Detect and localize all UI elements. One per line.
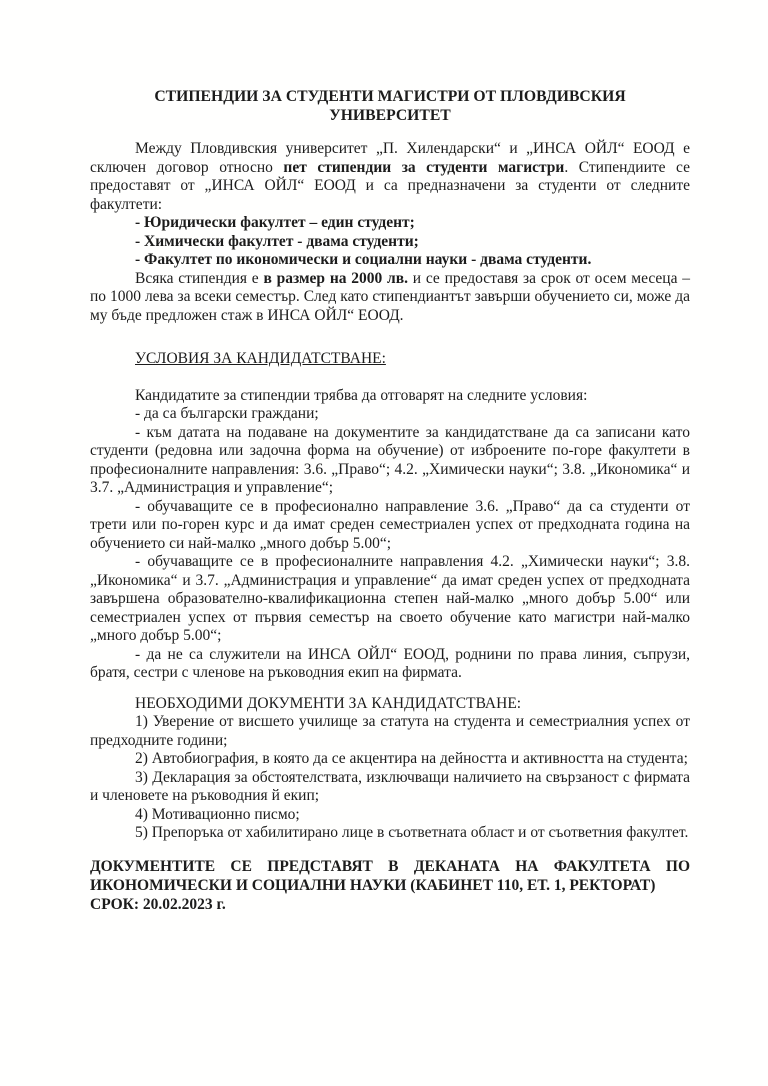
documents-heading: НЕОБХОДИМИ ДОКУМЕНТИ ЗА КАНДИДАТСТВАНЕ:	[135, 694, 522, 712]
document-item: 3) Декларация за обстоятелствата, изключващи наличието на свързаност с фирмата и членовете на ръководния й екип;	[90, 768, 690, 804]
footer-submission-line2: ИКОНОМИЧЕСКИ И СОЦИАЛНИ НАУКИ (КАБИНЕТ 110, ЕТ. 1, РЕКТОРАТ)	[90, 876, 656, 894]
intro-paragraph	[90, 140, 690, 214]
document-title-line1: СТИПЕНДИИ ЗА СТУДЕНТИ МАГИСТРИ ОТ ПЛОВДИВСКИЯ	[154, 88, 626, 105]
amount-paragraph-bold: в размер на 2000 лв.	[263, 269, 408, 287]
document-item: 5) Препоръка от хабилитирано лице в съответната област и от съответния факултет.	[135, 824, 689, 841]
document-title	[90, 88, 690, 125]
faculty-bullet-law: - Юридически факултет – един студент;	[135, 214, 415, 231]
footer-submission-line1: ДОКУМЕНТИТЕ СЕ ПРЕДСТАВЯТ В ДЕКАНАТА НА ФАКУЛТЕТА ПО	[90, 857, 690, 875]
footer-deadline: СРОК: 20.02.2023 г.	[90, 895, 226, 913]
condition-item: - обучаващите се в професионалните направления 4.2. „Химически науки“; 3.8. „Икономика“ и 3.7. „Администрация и управление“ да имат среден успех от предходната завършена образователно-квалификационна степен най-малко „много добър 5.00“ или семестриален успех от първия семестър на своето обучение като магистри най-малко „много добър 5.00“;	[90, 553, 690, 644]
condition-item: - да не са служители на ИНСА ОЙЛ“ ЕООД, роднини по права линия, съпрузи, братя, сестри с членове на ръководния екип на фирмата.	[90, 645, 690, 681]
document-content	[90, 88, 690, 914]
amount-paragraph-text-1: Всяка стипендия е	[135, 269, 264, 287]
conditions-intro: Кандидатите за стипендии трябва да отговарят на следните условия:	[135, 386, 588, 404]
intro-paragraph-text-2: . Стипендиите се предоставят от „ИНСА ОЙЛ“ ЕООД и са предназначени за студенти от следните факултети:	[90, 158, 691, 213]
intro-paragraph-bold: пет стипендии за студенти магистри	[283, 158, 565, 176]
conditions-heading	[90, 350, 690, 369]
intro-paragraph-text-1: Между Пловдивския университет „П. Хилендарски“ и „ИНСА ОЙЛ“ ЕООД е сключен договор относно	[90, 140, 690, 176]
document-title-line2: УНИВЕРСИТЕТ	[329, 106, 451, 124]
document-item: 1) Уверение от висшето училище за статута на студента и семестриалния успех от предходните години;	[90, 713, 690, 749]
amount-paragraph	[90, 270, 690, 326]
conditions-heading-text: УСЛОВИЯ ЗА КАНДИДАТСТВАНЕ:	[135, 350, 386, 367]
condition-item: - обучаващите се в професионално направление 3.6. „Право“ да са студенти от трети или по-горен курс и да имат среден семестриален успех от предходната година на обучението си най-малко „много добър 5.00“;	[90, 497, 690, 552]
faculty-bullet-economics: - Факултет по икономически и социални науки - двама студенти.	[135, 251, 592, 268]
document-item: 2) Автобиография, в която да се акцентира на дейността и активността на студента;	[135, 750, 688, 767]
condition-item: - да са български граждани;	[135, 405, 319, 422]
amount-paragraph-text-2: и се предоставя за срок от осем месеца – по 1000 лева за всеки семестър. След като стипендиантът завърши обучението си, може да му бъде предложен стаж в ИНСА ОЙЛ“ ЕООД.	[90, 269, 690, 324]
faculty-bullet-chemistry: - Химически факултет - двама студенти;	[135, 232, 419, 250]
document-item: 4) Мотивационно писмо;	[135, 805, 300, 823]
condition-item: - към датата на подаване на документите за кандидатстване да са записани като студенти (редовна или задочна форма на обучение) от изброените по-горе факултети в професионалните направления: 3.6. „Право“; 4.2. „Химически науки“; 3.8. „Икономика“ и 3.7. „Администрация и управление“;	[90, 423, 690, 496]
